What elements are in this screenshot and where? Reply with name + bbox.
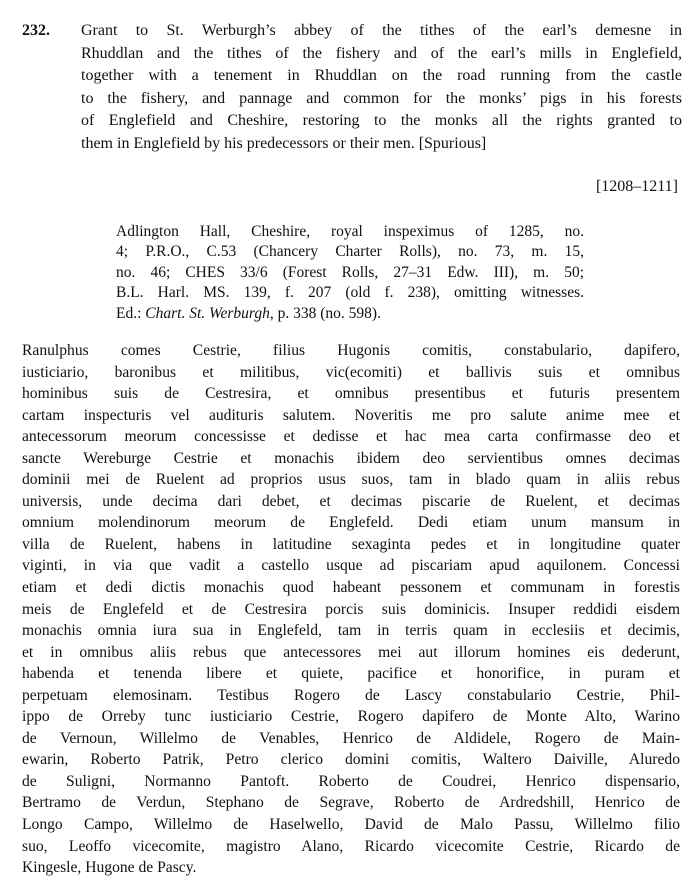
entry-number: 232. (22, 22, 50, 39)
charter-text (22, 340, 680, 879)
summary-line: of Englefield and Cheshire, restoring to the monks all the rights granted to (81, 112, 682, 129)
charter-line: ewarin, Roberto Patrik, Petro clerico domini comitis, Waltero Daiville, Aluredo (22, 751, 680, 769)
source-line: Adlington Hall, Cheshire, royal inspeximus of 1285, no. (116, 223, 584, 240)
charter-line: cartam inspecturis vel audituris salutem. Noveritis me pro salute anime mee et (22, 406, 680, 424)
charter-line: Kingesle, Hugone de Pascy. (22, 859, 197, 877)
summary-line: them in Englefield by his predecessors or their men. [Spurious] (81, 134, 487, 152)
charter-line: de Vernoun, Willelmo de Venables, Henrico de Aldidele, Rogero de Main- (22, 729, 680, 747)
source-line: B.L. Harl. MS. 139, f. 207 (old f. 238), omitting witnesses. (116, 284, 584, 302)
charter-line: suo, Leoffo vicecomite, magistro Alano, Ricardo vicecomite Cestrie, Ricardo de (22, 837, 680, 855)
summary-line: Grant to St. Werburgh’s abbey of the tithes of the earl’s demesne in (81, 22, 682, 39)
summary-line: to the fishery, and pannage and common for the monks’ pigs in his forests (81, 89, 682, 107)
charter-line: universis, unde decima dari debet, et decimas piscarie de Ruelent, et decimas (22, 492, 680, 510)
edition-suffix: , p. 338 (no. 598). (269, 304, 381, 322)
charter-line: antecessorum meorum concessisse et dedisse et hac mea carta confirmasse deo et (22, 428, 680, 446)
edition-title: Chart. St. Werburgh (145, 304, 270, 322)
charter-line: de Suligni, Normanno Pantoft. Roberto de Coudrei, Henrico dispensario, (22, 772, 680, 790)
charter-line: dominii mei de Ruelent ad proprios usus suos, tam in blado quam in aliis rebus (22, 471, 680, 489)
charter-line: Bertramo de Verdun, Stephano de Segrave, Roberto de Ardredshill, Henrico de (22, 794, 680, 812)
charter-line: monachis omnia iura sua in Englefeld, tam in terris quam in ecclesiis et decimis, (22, 622, 680, 640)
entry-summary (81, 20, 682, 155)
charter-line: et in omnibus aliis rebus que antecessores mei aut illorum homines eis dederunt, (22, 643, 680, 661)
charter-line: sancte Wereburge Cestrie et monachis ibidem deo servientibus omnes decimas (22, 449, 680, 467)
charter-line: ippo de Orreby tunc iusticiario Cestrie, Rogero dapifero de Monte Alto, Warino (22, 708, 680, 726)
charter-line: viginti, in via que vadit a castello usque ad piscariam apud aquilonem. Concessi (22, 557, 680, 575)
charter-date: [1208–1211] (595, 178, 678, 195)
summary-line: Rhuddlan and the tithes of the fishery and of the earl’s mills in Englefield, (81, 44, 682, 62)
charter-line: Longo Campo, Willelmo de Haselwello, David de Malo Passu, Willelmo filio (22, 816, 680, 834)
charter-line: Ranulphus comes Cestrie, filius Hugonis comitis, constabulario, dapifero, (22, 342, 680, 359)
charter-line: meis de Englefeld et de Cestresira porcis suis dominicis. Insuper reddidi eisdem (22, 600, 680, 618)
charter-line: habenda et tenenda libere et quiete, pacifice et honorifice, in puram et (22, 665, 680, 683)
charter-line: omnium molendinorum meorum de Englefeld. Dedi etiam unum mansum in (22, 514, 680, 532)
source-notes (116, 222, 584, 324)
edition-line (116, 304, 584, 324)
charter-line: hominibus suis de Cestresira, et omnibus presentibus et futuris presentem (22, 385, 680, 403)
charter-line: villa de Ruelent, habens in latitudine sexaginta pedes et in longitudine quater (22, 535, 680, 553)
edition-prefix: Ed.: (116, 304, 146, 322)
source-line: no. 46; CHES 33/6 (Forest Rolls, 27–31 Edw. III), m. 50; (116, 263, 584, 281)
charter-line: etiam et dedi dictis monachis quod habeant pessonem et communam in forestis (22, 579, 680, 597)
charter-line: iusticiario, baronibus et militibus, vic(ecomiti) et ballivis suis et omnibus (22, 363, 680, 381)
charter-line: perpetuam elemosinam. Testibus Rogero de Lascy constabulario Cestrie, Phil- (22, 686, 680, 704)
summary-line: together with a tenement in Rhuddlan on the road running from the castle (81, 67, 682, 84)
source-line: 4; P.R.O., C.53 (Chancery Charter Rolls), no. 73, m. 15, (116, 243, 584, 261)
